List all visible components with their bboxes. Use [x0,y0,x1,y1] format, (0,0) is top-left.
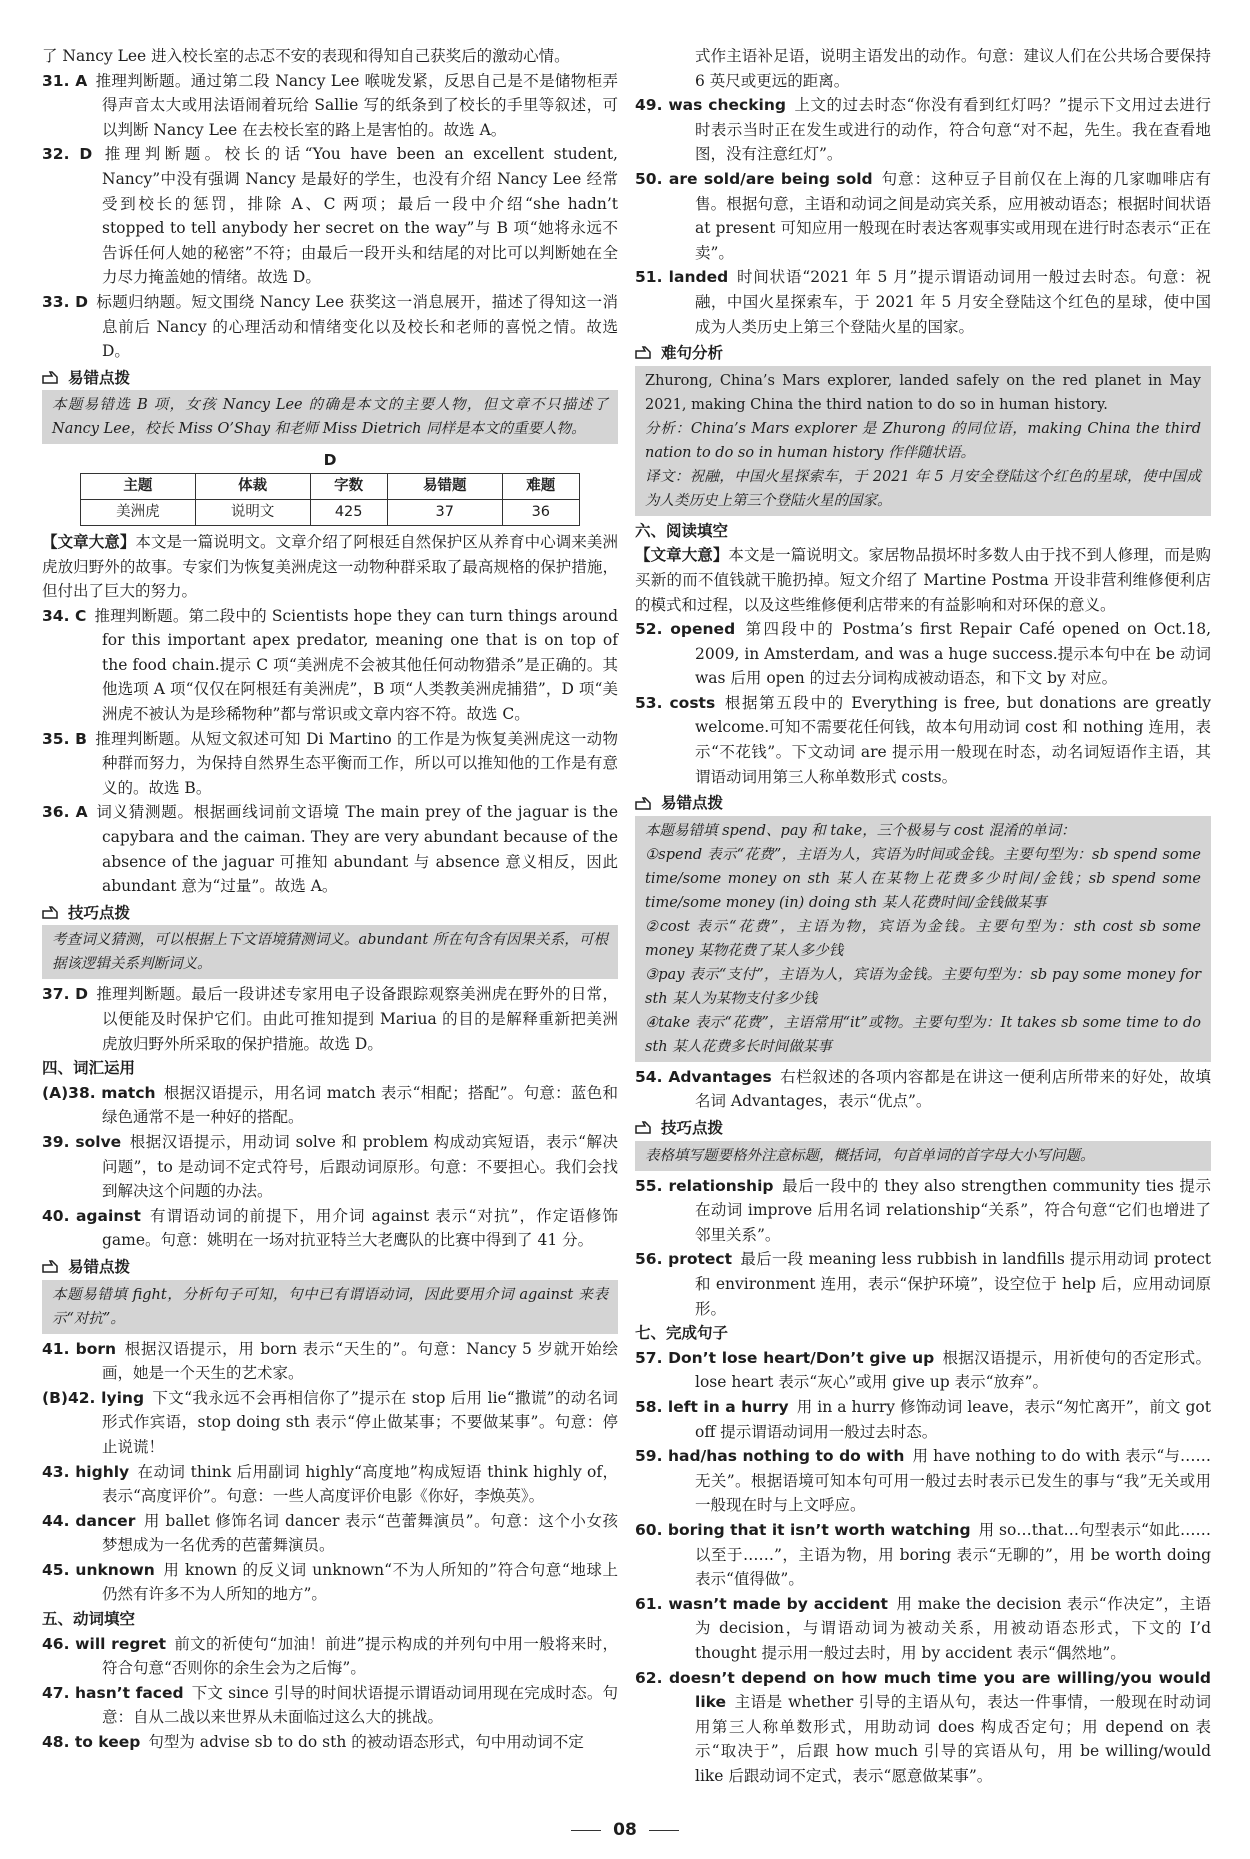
intro-line: 了 Nancy Lee 进入校长室的忐忑不安的表现和得知自己获奖后的激动心情。 [42,47,570,65]
answer-31 [42,69,618,143]
answer-key: 37. D [42,985,89,1004]
answer-key: 43. highly [42,1462,130,1481]
tip-header [42,901,618,926]
answer-39 [42,1130,618,1204]
explanation: 用 in a hurry 修饰动词 leave，表示“匆忙离开”，前文 got off 提示谓语动词用一般过去时态。 [695,1397,1211,1441]
pointing-hand-icon [635,796,655,812]
tip-title: 技巧点拨 [661,1119,724,1138]
tip-box: 本题易错选 B 项，女孩 Nancy Lee 的确是本文的主要人物，但文章不只描述了 Nancy Lee，校长 Miss O’Shay 和老师 Miss Dietrich 同样是本文的重要人物。 [42,390,618,444]
answer-key: 49. was checking [635,96,786,115]
answer-key: 50. are sold/are being sold [635,169,873,188]
explanation: 根据汉语提示，用祈使句的否定形式。lose heart 表示“灰心”或用 give up 表示“放弃”。 [695,1348,1211,1392]
pointing-hand-icon [42,1259,62,1275]
article-summary [42,530,618,604]
tip-title: 技巧点拨 [68,903,131,922]
tip-title: 易错点拨 [661,794,724,813]
answer-key: 40. against [42,1206,141,1225]
answer-key: (A)38. match [42,1083,156,1102]
answer-56 [635,1247,1211,1321]
explanation: 推理判断题。第二段中的 Scientists hope they can turn things around for this important apex predator, meaning one that is on top of the food chain.提示 C 项“美洲虎不会被其他任何动物猎杀”是正确的。其他选项 A 项“仅仅在阿根廷有美洲虎”，B 项“人类教美洲虎捕猎”，D 项“美洲虎不被认为是珍稀物种”都与常识或文章内容不符。故选 C。 [94,606,618,724]
answer-54 [635,1065,1211,1114]
footer-rule [571,1830,601,1831]
tip-box: 表格填写题要格外注意标题，概括词，句首单词的首字母大小写问题。 [635,1141,1211,1171]
answer-key: 46. will regret [42,1634,166,1653]
answer-key: 51. landed [635,268,729,287]
tip-box [635,816,1211,1062]
page-number: 08 [613,1820,637,1840]
explanation: 词义猜测题。根据画线词前文语境 The main prey of the jaguar is the capybara and the caiman. They are very abundant because of the absence of the jaguar 可推知 abundant 与 absence 意义相反，因此 abundant 意为“过量”。故选 A。 [95,803,619,896]
answer-38 [42,1081,618,1130]
answer-43 [42,1460,618,1509]
page-number-footer [0,1818,1250,1843]
answer-key: 48. to keep [42,1733,141,1752]
summary-tag: 【文章大意】 [42,532,136,551]
tip-title: 难句分析 [661,344,724,363]
answer-51 [635,265,1211,339]
answer-key: 52. opened [635,620,736,639]
answer-47 [42,1681,618,1730]
pointing-hand-icon [42,370,62,386]
answer-62 [635,1666,1211,1789]
tip-line: Zhurong, China’s Mars explorer, landed safely on the red planet in May 2021, making China the third nation to do so in human history. [645,372,1201,413]
answer-32 [42,142,618,290]
answer-45 [42,1558,618,1607]
explanation: 有谓语动词的前提下，用介词 against 表示“对抗”，作定语修饰 game。句意：姚明在一场对抗亚特兰大老鹰队的比赛中得到了 41 分。 [102,1206,618,1250]
answer-key: 58. left in a hurry [635,1397,789,1416]
answer-key: 39. solve [42,1132,122,1151]
answer-key: 32. D [42,145,93,164]
explanation: 时间状语“2021 年 5 月”提示谓语动词用一般过去时态。句意：祝融，中国火星探索车，于 2021 年 5 月安全登陆这个红色的星球，使中国成为人类历史上第三个登陆火星的国家。 [695,268,1211,336]
tip-header [42,1255,618,1280]
answer-key: 41. born [42,1339,117,1358]
tip-title: 易错点拨 [68,1257,131,1276]
tip-line: ④take 表示“花费”，主语常用“it”或物。主要句型为：It takes sb some time to do sth 某人花费多长时间做某事 [645,1014,1201,1055]
answer-37 [42,982,618,1056]
table-header-row [81,473,580,499]
answer-50 [635,167,1211,265]
explanation: 前文的祈使句“加油！前进”提示构成的并列句中用一般将来时，符合句意“否则你的余生会为之后悔”。 [102,1634,618,1678]
answer-key: 61. wasn’t made by accident [635,1594,888,1613]
explanation: 句意：这种豆子目前仅在上海的几家咖啡店有售。根据句意，主语和动词之间是动宾关系，应用被动语态；根据时间状语 at present 可知应用一般现在时表达客观事实或用现在进行时态表示“正在卖”。 [695,169,1211,262]
explanation: 下文 since 引导的时间状语提示谓语动词用现在完成时态。句意：自从二战以来世界从未面临过这么大的挑战。 [102,1683,618,1727]
tip-title: 易错点拨 [68,368,131,387]
table-row [81,499,580,525]
table-header-cell: 体裁 [195,473,310,499]
tip-line: ③pay 表示“支付”，主语为人，宾语为金钱。主要句型为：sb pay some money for sth 某人为某物支付多少钱 [645,966,1201,1007]
answer-52 [635,617,1211,691]
tip-line: 译文：祝融，中国火星探索车，于 2021 年 5 月安全登陆这个红色的星球，使中国成为人类历史上第三个登陆火星的国家。 [645,468,1201,509]
pointing-hand-icon [635,345,655,361]
answer-44 [42,1509,618,1558]
tip-header [635,341,1211,366]
answer-key: 54. Advantages [635,1067,772,1086]
summary-tag: 【文章大意】 [635,546,729,565]
answer-48-continued: 式作主语补足语，说明主语发出的动作。句意：建议人们在公共场合要保持 6 英尺或更远的距离。 [695,47,1211,90]
explanation: 主语是 whether 引导的主语从句，表达一件事情，一般现在时动词用第三人称单数形式，用助动词 does 构成否定句；用 depend on 表示“取决于”，后跟 how much 引导的宾语从句，用 be willing/would like 后跟动词不定式，表示“愿意做某事”。 [695,1693,1211,1785]
explanation: 下文“我永远不会再相信你了”提示在 stop 后用 lie“撒谎”的动名词形式作宾语，stop doing sth 表示“停止做某事；不要做某事”。句意：停止说谎！ [102,1388,618,1456]
tip-header [635,1116,1211,1141]
answer-key: (B)42. lying [42,1388,145,1407]
answer-42 [42,1386,618,1460]
pointing-hand-icon [42,905,62,921]
section-heading: 七、完成句子 [635,1324,729,1343]
answer-key: 55. relationship [635,1176,774,1195]
answer-55 [635,1174,1211,1248]
explanation: 句型为 advise sb to do sth 的被动语态形式，句中用动词不定 [148,1733,584,1752]
explanation: 根据汉语提示，用名词 match 表示“相配；搭配”。句意：蓝色和绿色通常不是一种好的搭配。 [102,1083,618,1127]
answer-key: 33. D [42,292,89,311]
answer-key: 62. doesn’t depend on how much time you are willing/you would like [635,1668,1211,1712]
explanation: 用 make the decision 表示“作决定”，主语为 decision，与谓语动词为被动关系，用被动语态形式，下文的 I’d thought 提示用一般过去时，用 by accident 表示“偶然地”。 [695,1594,1212,1662]
explanation: 根据汉语提示，用动词 solve 和 problem 构成动宾短语，表示“解决问题”，to 是动词不定式符号，后跟动词原形。句意：不要担心。我们会找到解决这个问题的办法。 [102,1132,618,1201]
footer-rule [649,1830,679,1831]
table-header-cell: 字数 [310,473,387,499]
explanation: 推理判断题。最后一段讲述专家用电子设备跟踪观察美洲虎在野外的日常，以便能及时保护它们。由此可推知提到 Mariua 的目的是解释重新把美洲虎放归野外所采取的保护措施。故选 D。 [96,985,618,1053]
answer-46 [42,1632,618,1681]
explanation: 右栏叙述的各项内容都是在讲这一便利店所带来的好处，故填名词 Advantages，表示“优点”。 [695,1067,1211,1111]
tip-box: 本题易错填 fight，分析句子可知，句中已有谓语动词，因此要用介词 against 来表示“对抗”。 [42,1280,618,1334]
tip-line: ①spend 表示“花费”，主语为人，宾语为时间或金钱。主要句型为：sb spend some time/some money on sth 某人在某物上花费多少时间/金钱；sb spend some time/some money (in) doing sth 某人花费时间/金钱做某事 [645,846,1201,911]
table-cell: 美洲虎 [81,499,196,525]
answer-key: 60. boring that it isn’t worth watching [635,1520,971,1539]
answer-key: 36. A [42,803,88,822]
explanation: 用 so…that…句型表示“如此……以至于……”，主语为物，用 boring 表示“无聊的”，用 be worth doing 表示“值得做”。 [695,1520,1212,1589]
explanation: 用 known 的反义词 unknown“不为人所知的”符合句意“地球上仍然有许多不为人所知的地方”。 [102,1560,618,1604]
table-header-cell: 主题 [81,473,196,499]
table-cell: 37 [387,499,502,525]
answer-key: 44. dancer [42,1511,136,1530]
passage-info-table [80,473,580,526]
answer-53 [635,691,1211,789]
answer-key: 59. had/has nothing to do with [635,1447,905,1466]
answer-60 [635,1518,1211,1592]
explanation: 根据汉语提示，用 born 表示“天生的”。句意：Nancy 5 岁就开始绘画，她是一个天生的艺术家。 [102,1339,618,1383]
answer-49 [635,93,1211,167]
tip-header [635,791,1211,816]
answer-key: 57. Don’t lose heart/Don’t give up [635,1348,935,1367]
tip-line: 本题易错填 spend、pay 和 take，三个极易与 cost 混淆的单词： [645,822,1076,839]
answer-35 [42,727,618,801]
answer-key: 34. C [42,606,87,625]
answer-key: 56. protect [635,1250,733,1269]
answer-key: 47. hasn’t faced [42,1683,184,1702]
tip-line: ②cost 表示“花费”，主语为物，宾语为金钱。主要句型为：sth cost sb some money 某物花费了某人多少钱 [645,918,1201,959]
tip-box [635,366,1211,516]
table-cell: 说明文 [195,499,310,525]
tip-box: 考查词义猜测，可以根据上下文语境猜测词义。abundant 所在句含有因果关系，可根据该逻辑关系判断词义。 [42,925,618,979]
explanation: 最后一段 meaning less rubbish in landfills 提示用动词 protect 和 environment 连用，表示“保护环境”，设空位于 help 后，应用动词原形。 [695,1250,1212,1318]
section-heading: 五、动词填空 [42,1610,136,1629]
pointing-hand-icon [635,1120,655,1136]
tip-line: 分析：China’s Mars explorer 是 Zhurong 的同位语，making China the third nation to do so in human history 作伴随状语。 [645,420,1201,461]
answer-33 [42,290,618,364]
answer-34 [42,604,618,727]
passage-letter: D [323,451,337,470]
answer-48 [42,1730,618,1755]
right-column [635,44,1211,1788]
table-cell: 36 [502,499,579,525]
answer-40 [42,1204,618,1253]
answer-58 [635,1395,1211,1444]
summary-text: 本文是一篇说明文。家居物品损坏时多数人由于找不到人修理，而是购买新的而不值钱就干脆扔掉。短文介绍了 Martine Postma 开设非营利维修便利店的模式和过程，以及这些维修便利店带来的有益影响和对环保的意义。 [635,546,1211,614]
explanation: 根据第五段中的 Everything is free, but donations are greatly welcome.可知不需要花任何钱，故本句用动词 cost 和 nothing 连用，表示“不花钱”。下文动词 are 提示用一般现在时态，动名词短语作主语，其谓语动词用第三人称单数形式 costs。 [695,693,1211,786]
answer-key: 31. A [42,71,88,90]
answer-61 [635,1592,1211,1666]
left-column [42,44,618,1755]
explanation: 上文的过去时态“你没有看到红灯吗？”提示下文用过去进行时表示当时正在发生或进行的动作，符合句意“对不起，先生。我在查看地图，没有注意红灯”。 [695,96,1211,164]
explanation: 推理判断题。从短文叙述可知 Di Martino 的工作是为恢复美洲虎这一动物种群而努力，为保持自然界生态平衡而工作，所以可以推知他的工作是有意义的。故选 B。 [94,729,618,797]
explanation: 第四段中的 Postma’s first Repair Café opened on Oct.18, 2009, in Amsterdam, and was a huge success.提示本句中在 be 动词 was 后用 open 的过去分词构成被动语态，和下文 by 对应。 [695,620,1211,688]
section-heading: 六、阅读填空 [635,521,729,540]
table-cell: 425 [310,499,387,525]
explanation: 用 ballet 修饰名词 dancer 表示“芭蕾舞演员”。句意：这个小女孩梦想成为一名优秀的芭蕾舞演员。 [102,1511,618,1555]
explanation: 推理判断题。校长的话“You have been an excellent student, Nancy”中没有强调 Nancy 是最好的学生，也没有介绍 Nancy Lee 经常受到校长的惩罚，排除 A、C 两项；最后一段中介绍“she hadn’t stopped to tell anybody her secret on the way”与 B 项“她将永远不告诉任何人她的秘密”不符；由最后一段开头和结尾的对比可以判断她在全力尽力掩盖她的情绪。故选 D。 [100,145,618,287]
table-header-cell: 难题 [502,473,579,499]
summary-text: 本文是一篇说明文。文章介绍了阿根廷自然保护区从养育中心调来美洲虎放归野外的故事。专家们为恢复美洲虎这一动物种群采取了最高规格的保护措施，但付出了巨大的努力。 [42,532,618,601]
section-heading: 四、词汇运用 [42,1059,136,1078]
explanation: 用 have nothing to do with 表示“与……无关”。根据语境可知本句可用一般过去时表示已发生的事与“我”无关或用一般现在时与上文呼应。 [695,1447,1211,1515]
table-header-cell: 易错题 [387,473,502,499]
answer-key: 53. costs [635,693,716,712]
tip-header [42,366,618,391]
answer-41 [42,1337,618,1386]
explanation: 标题归纳题。短文围绕 Nancy Lee 获奖这一消息展开，描述了得知这一消息前后 Nancy 的心理活动和情绪变化以及校长和老师的喜悦之情。故选 D。 [96,292,618,361]
answer-36 [42,800,618,898]
answer-key: 35. B [42,729,87,748]
explanation: 在动词 think 后用副词 highly“高度地”构成短语 think highly of，表示“高度评价”。句意：一些人高度评价电影《你好，李焕英》。 [102,1462,619,1506]
answer-59 [635,1444,1211,1518]
explanation: 最后一段中的 they also strengthen community ties 提示在动词 improve 后用名词 relationship“关系”，符合句意“它们也增进了邻里关系”。 [695,1176,1212,1244]
answer-key: 45. unknown [42,1560,155,1579]
explanation: 推理判断题。通过第二段 Nancy Lee 喉咙发紧，反思自己是不是储物柜弄得声音太大或用法语闹着玩给 Sallie 写的纸条到了校长的手里等叙述，可以判断 Nancy Lee 在去校长室的路上是害怕的。故选 A。 [95,71,618,139]
answer-57 [635,1346,1211,1395]
article-summary [635,543,1211,617]
